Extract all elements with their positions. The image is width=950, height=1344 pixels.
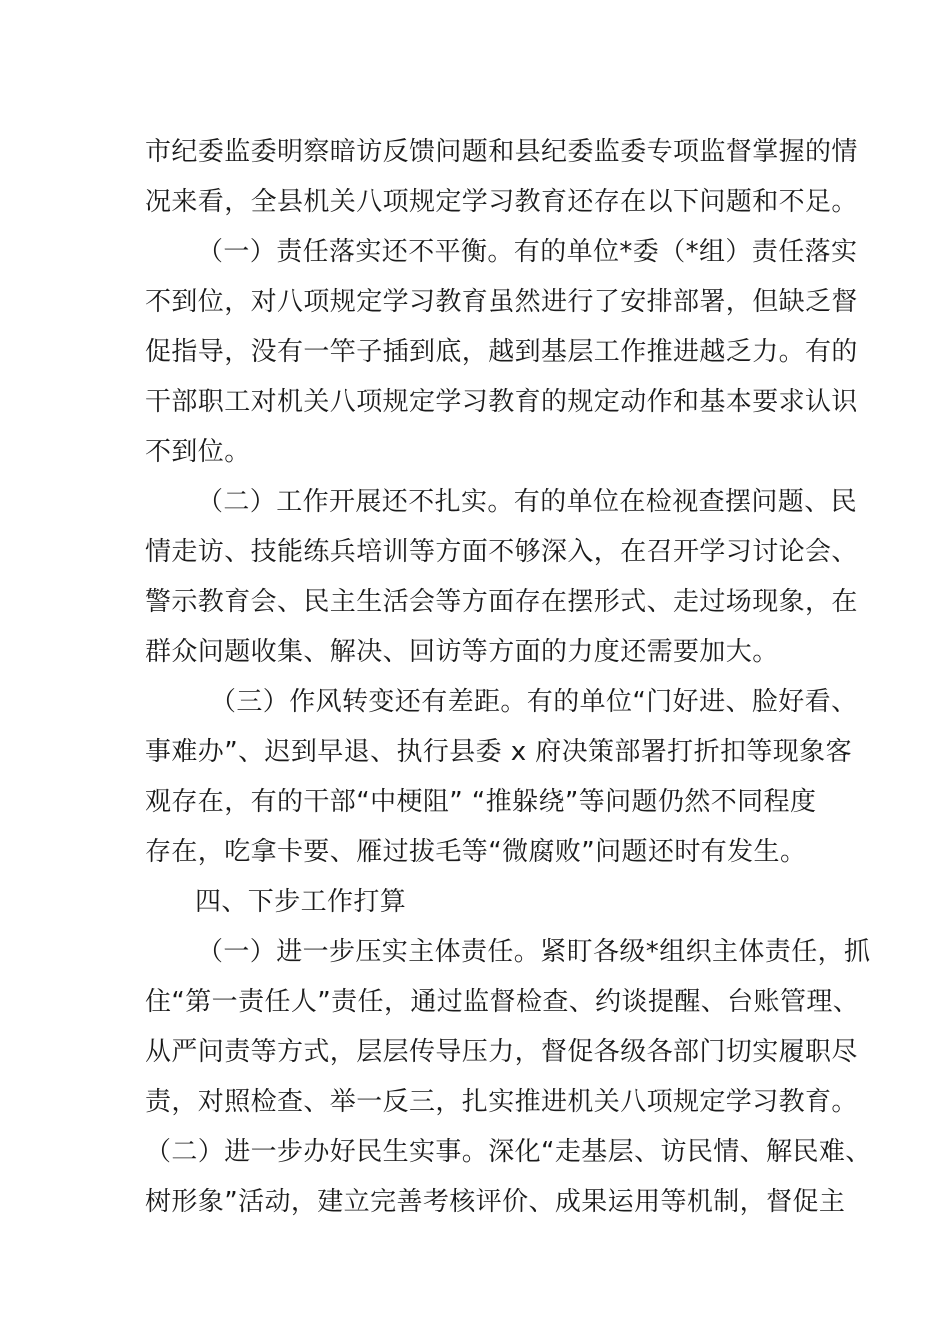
- text-line-20: 责，对照检查、举一反三，扎实推进机关八项规定学习教育。: [145, 1087, 858, 1117]
- text-line-7: 不到位。: [145, 437, 251, 467]
- section-heading-4: （一）进一步压实主体责任。紧盯各级*组织主体责任，抓: [197, 937, 871, 967]
- text-line-18: 住“第一责任人”责任，通过监督检查、约谈提醒、台账管理、: [145, 987, 860, 1017]
- chapter-heading: 四、下步工作打算: [195, 887, 407, 917]
- text-line-22: 树形象”活动，建立完善考核评价、成果运用等机制，督促主: [145, 1187, 846, 1217]
- text-line-2: 况来看，全县机关八项规定学习教育还存在以下问题和不足。: [145, 187, 858, 217]
- section-heading-3: （三）作风转变还有差距。有的单位“门好进、脸好看、: [210, 687, 858, 717]
- text-line-5: 促指导，没有一竿子插到底，越到基层工作推进越乏力。有的: [145, 337, 858, 367]
- text-line-6: 干部职工对机关八项规定学习教育的规定动作和基本要求认识: [145, 387, 858, 417]
- text-line-10: 警示教育会、民主生活会等方面存在摆形式、走过场现象，在: [145, 587, 858, 617]
- text-line-1: 市纪委监委明察暗访反馈问题和县纪委监委专项监督掌握的情: [145, 137, 858, 167]
- text-line-11: 群众问题收集、解决、回访等方面的力度还需要加大。: [145, 637, 779, 667]
- section-heading-5: （二）进一步办好民生实事。深化“走基层、访民情、解民难、: [145, 1137, 872, 1167]
- text-line-19: 从严问责等方式，层层传导压力，督促各级各部门切实履职尽: [145, 1037, 858, 1067]
- text-line-13: 事难办”、迟到早退、执行县委 x 府决策部署打折扣等现象客: [145, 737, 852, 767]
- section-heading-1: （一）责任落实还不平衡。有的单位*委（*组）责任落实: [197, 237, 858, 267]
- text-line-9: 情走访、技能练兵培训等方面不够深入，在召开学习讨论会、: [145, 537, 858, 567]
- text-line-4: 不到位，对八项规定学习教育虽然进行了安排部署，但缺乏督: [145, 287, 858, 317]
- section-heading-2: （二）工作开展还不扎实。有的单位在检视查摆问题、民: [197, 487, 858, 517]
- text-line-15: 存在，吃拿卡要、雁过拔毛等“微腐败”问题还时有发生。: [145, 837, 807, 867]
- text-line-14: 观存在，有的干部“中梗阻” “推躲绕”等问题仍然不同程度: [145, 787, 817, 817]
